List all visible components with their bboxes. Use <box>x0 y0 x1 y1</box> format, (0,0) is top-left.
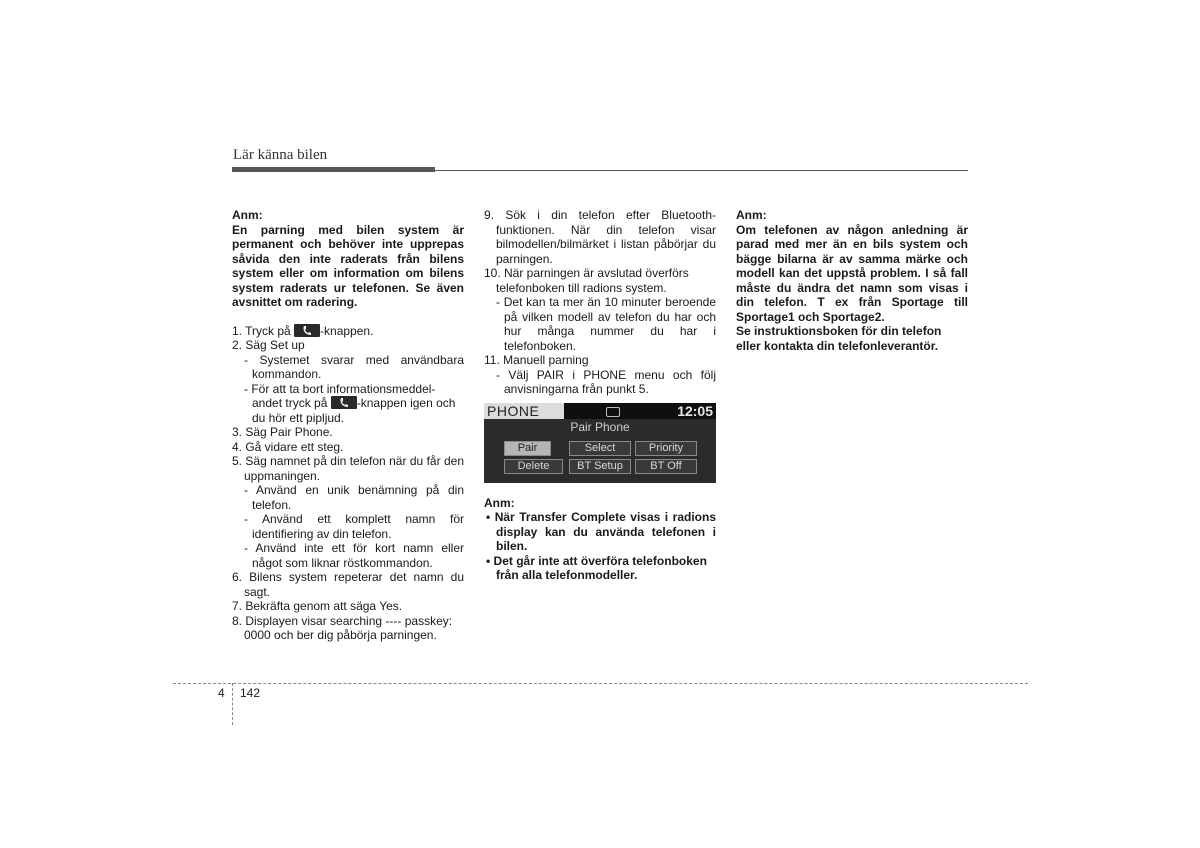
display-button-priority: Priority <box>635 441 697 456</box>
step-5: 5. Säg namnet på din telefon när du får den uppmaningen. <box>232 454 464 483</box>
chapter-number: 4 <box>218 686 225 700</box>
display-button-bt-setup: BT Setup <box>569 459 631 474</box>
radio-display-image <box>484 403 716 483</box>
page-header-title: Lär känna bilen <box>233 147 328 163</box>
column-middle <box>484 208 716 583</box>
note-title: Anm: <box>232 208 263 222</box>
display-mode-label: PHONE <box>487 402 540 419</box>
step-5-sub-3: - Använd inte ett för kort namn eller något som liknar röstkommandon. <box>244 541 464 570</box>
step-8: 8. Displayen visar searching ---- passkey: 0000 och ber dig påbörja parningen. <box>232 613 453 642</box>
phone-talk-icon <box>294 324 320 337</box>
step-2-sub-2: - För att ta bort informationsmeddel-andet tryck på -knappen igen och du hör ett pipljud. <box>244 381 456 425</box>
display-subtitle: Pair Phone <box>570 419 630 434</box>
step-10: 10. När parningen är avslutad överförs telefonboken till radions system. <box>484 266 689 295</box>
step-4: 4. Gå vidare ett steg. <box>232 439 344 454</box>
column-left <box>232 208 464 643</box>
step-5-sub-2: - Använd ett komplett namn för identifiering av din telefon. <box>244 512 464 541</box>
footer-divider <box>232 683 233 725</box>
note-text: En parning med bilen system är permanent och behöver inte upprepas såvida den inte raderats från bilens system eller om information om bilens system raderats ur telefonen. Se även avsnittet om radering. <box>232 222 464 309</box>
step-2-sub-1: - Systemet svarar med användbara kommandon. <box>244 352 464 381</box>
page-number: 142 <box>240 686 261 700</box>
header-rule-thick <box>232 167 435 172</box>
display-button-bt-off: BT Off <box>635 459 697 474</box>
note-bullet-1: • När Transfer Complete visas i radions display kan du använda telefonen i bilen. <box>486 510 716 553</box>
header-rule-thin <box>435 170 968 171</box>
display-button-select: Select <box>569 441 631 456</box>
note-title-2: Anm: <box>484 495 515 510</box>
step-9: 9. Sök i din telefon efter Bluetooth-funktionen. När din telefon visar bilmodellen/bilmärket i listan påbörjar du parningen. <box>484 208 716 266</box>
display-clock: 12:05 <box>677 402 713 419</box>
media-icon <box>606 407 620 417</box>
note-bullet-2: • Det går inte att överföra telefonboken från alla telefonmodeller. <box>486 553 707 582</box>
step-11-sub-1: - Välj PAIR i PHONE menu och följ anvisningarna från punkt 5. <box>496 367 716 396</box>
step-3: 3. Säg Pair Phone. <box>232 425 333 439</box>
step-7: 7. Bekräfta genom att säga Yes. <box>232 599 403 613</box>
step-6: 6. Bilens system repeterar det namn du sagt. <box>232 570 464 599</box>
step-11: 11. Manuell parning <box>484 353 589 367</box>
step-5-sub-1: - Använd en unik benämning på din telefon. <box>244 483 464 512</box>
phone-talk-icon <box>331 396 357 409</box>
step-2: 2. Säg Set up <box>232 338 305 352</box>
step-1: 1. Tryck på -knappen. <box>232 323 374 338</box>
footer-rule <box>173 683 1028 684</box>
display-button-delete: Delete <box>504 459 563 474</box>
column-right <box>736 208 968 353</box>
note-title-3: Anm: <box>736 208 767 222</box>
step-10-sub-1: - Det kan ta mer än 10 minuter beroende på vilken modell av telefon du har och hur många nummer du har i telefonboken. <box>496 295 716 353</box>
note-text-3: Om telefonen av någon anledning är parad med mer än en bils system och bägge bilarna är av samma märke och modell kan det uppstå problem. I så fall måste du ändra det namn som visas i din telefon. T ex från Sportage till Sportage1 och Sportage2. <box>736 222 968 324</box>
note-text-3b: Se instruktionsboken för din telefon eller kontakta din telefonleverantör. <box>736 324 942 353</box>
display-button-pair: Pair <box>504 441 551 456</box>
